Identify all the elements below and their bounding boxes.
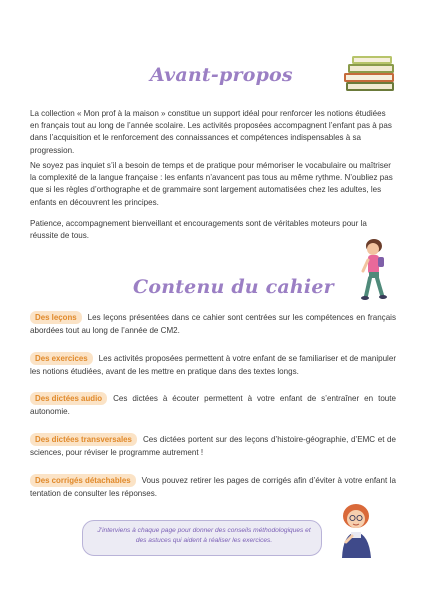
section-badge: Des leçons (30, 311, 82, 324)
stacked-books-icon (342, 52, 398, 94)
section-badge: Des dictées transversales (30, 433, 137, 446)
intro-paragraph-2: Ne soyez pas inquiet s’il a besoin de temps et de pratique pour mémoriser le vocabulaire ou maîtriser la complexité de la langue française : les enfants n’avancent pas tous au même rythme. N’oubliez pas que si les règles d’orthographe et de grammaire sont largement automatisées chez les adultes, les enfants en découvrent les principes. (30, 161, 393, 207)
intro-paragraph-1: La collection « Mon prof à la maison » constitue un support idéal pour renforcer les notions étudiées en français tout au long de l’année scolaire. Les activités proposées accompagnent l’enfant pas à pas dans l’acquisition et le renforcement des connaissances et compétences indispensables à sa progression. (30, 109, 392, 155)
teacher-illustration (334, 502, 380, 558)
section-text: Vous pouvez retirer les pages de corrigés afin d’éviter à votre enfant la tentation de consulter les réponses. (30, 476, 396, 498)
avant-propos-title: Avant-propos (150, 64, 293, 86)
tip-bubble (82, 520, 322, 556)
contenu-title: Contenu du cahier (133, 276, 334, 298)
section-text: Ces dictées portent sur des leçons d’histoire-géographie, d’EMC et de sciences, pour réviser le programme autrement ! (30, 435, 396, 457)
section-dictees-audio (30, 392, 396, 418)
section-exercices (30, 352, 396, 378)
section-badge: Des exercices (30, 352, 93, 365)
section-corriges (30, 474, 396, 500)
section-text: Les activités proposées permettent à votre enfant de se familiariser et de manipuler les notions étudiées, avant de les mettre en pratique dans des textes longs. (30, 354, 396, 376)
section-text: Ces dictées à écouter permettent à votre enfant de s’entraîner en toute autonomie. (30, 394, 396, 416)
walking-boy-illustration (354, 238, 394, 304)
section-dictees-transversales (30, 433, 396, 459)
section-text: Les leçons présentées dans ce cahier sont centrées sur les compétences en français abordées tout au long de l’année de CM2. (30, 313, 396, 335)
intro-paragraph-3: Patience, accompagnement bienveillant et encouragements sont de véritables moteurs pour la réussite de tous. (30, 219, 367, 241)
section-badge: Des corrigés détachables (30, 474, 136, 487)
section-badge: Des dictées audio (30, 392, 107, 405)
section-lecons (30, 311, 396, 337)
tip-text: J’interviens à chaque page pour donner des conseils méthodologiques et des astuces qui aident à réaliser les exercices. (97, 527, 311, 544)
